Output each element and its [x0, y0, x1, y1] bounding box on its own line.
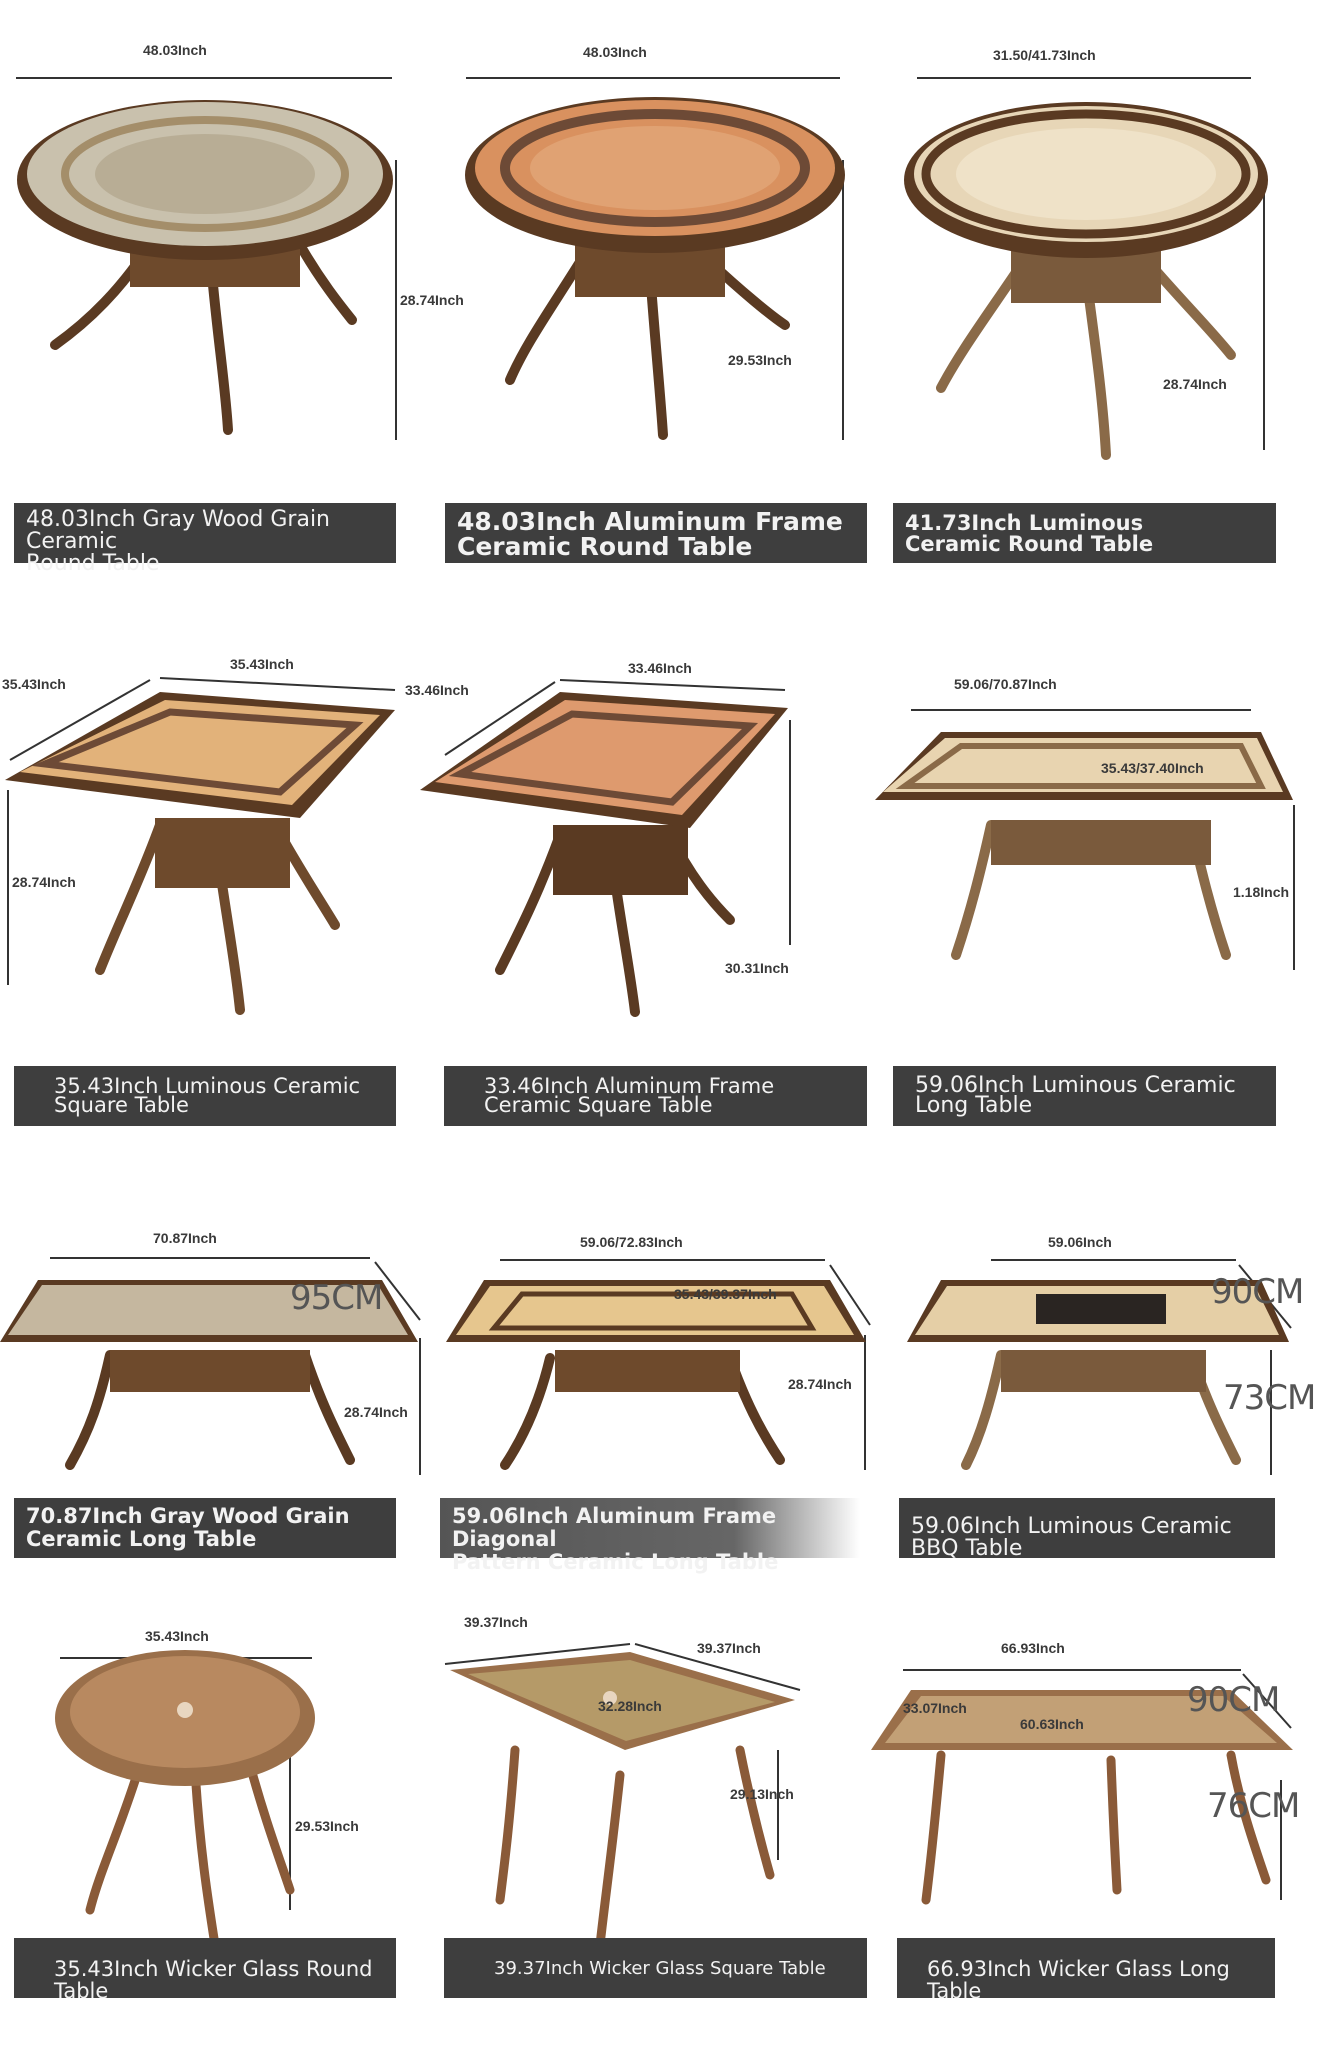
product-caption: 35.43Inch Wicker Glass Round Table [14, 1938, 396, 1998]
width-label: 48.03Inch [143, 42, 207, 58]
height-label: 29.53Inch [728, 352, 792, 368]
product-caption: 48.03Inch Gray Wood Grain Ceramic Round Table [14, 503, 396, 563]
height-label: 1.18Inch [1233, 884, 1290, 900]
width-label: 35.43Inch [145, 1628, 209, 1644]
product-caption: 59.06Inch Luminous Ceramic Long Table [893, 1066, 1276, 1126]
height-label: 73CM [1223, 1378, 1316, 1418]
width-label: 59.06/72.83Inch [580, 1234, 683, 1250]
product-card [0, 1210, 440, 1580]
product-caption: 66.93Inch Wicker Glass Long Table [897, 1938, 1275, 1998]
height-label: 30.31Inch [725, 960, 789, 976]
depth-label: 35.43Inch [2, 676, 66, 692]
width-label: 35.43Inch [230, 656, 294, 672]
height-label: 29.53Inch [295, 1818, 359, 1834]
inner-depth-label: 33.07Inch [903, 1700, 967, 1716]
width-label: 31.50/41.73Inch [993, 47, 1096, 63]
height-label: 28.74Inch [1163, 376, 1227, 392]
depth-label: 39.37Inch [697, 1640, 761, 1656]
width-label: 39.37Inch [464, 1614, 528, 1630]
product-caption: 70.87Inch Gray Wood Grain Ceramic Long Table [14, 1498, 396, 1558]
width-label: 66.93Inch [1001, 1640, 1065, 1656]
product-card [440, 1210, 881, 1580]
round-table-illustration [0, 0, 440, 570]
product-card [881, 1600, 1322, 2020]
square-table-illustration [440, 640, 881, 1140]
width-label: 59.06/70.87Inch [954, 676, 1057, 692]
square-table-illustration [0, 640, 440, 1140]
product-caption: 59.06Inch Luminous Ceramic BBQ Table [899, 1498, 1275, 1558]
product-card [881, 1210, 1322, 1580]
product-card [440, 1600, 881, 2020]
depth-label: 35.43/37.40Inch [1101, 760, 1204, 776]
width-label: 33.46Inch [628, 660, 692, 676]
product-caption: 59.06Inch Aluminum Frame Diagonal Pattern Ceramic Long Table [440, 1498, 860, 1558]
height-label: 28.74Inch [400, 292, 464, 308]
width-label: 59.06Inch [1048, 1234, 1112, 1250]
height-label: 76CM [1207, 1786, 1300, 1826]
height-label: 29.13Inch [730, 1786, 794, 1802]
round-table-illustration [440, 0, 881, 570]
product-caption: 33.46Inch Aluminum Frame Ceramic Square Table [444, 1066, 867, 1126]
product-caption: 39.37Inch Wicker Glass Square Table [444, 1938, 867, 1998]
inner-width-label: 60.63Inch [1020, 1716, 1084, 1732]
width-label: 48.03Inch [583, 44, 647, 60]
product-caption: 48.03Inch Aluminum Frame Ceramic Round Table [445, 503, 867, 563]
inner-size-label: 32.28Inch [598, 1698, 662, 1714]
product-card [0, 1600, 440, 2020]
product-card [440, 0, 881, 570]
product-card [0, 640, 440, 1140]
depth-label: 95CM [290, 1278, 383, 1318]
product-card [881, 640, 1322, 1140]
product-card [405, 640, 881, 1140]
height-label: 28.74Inch [12, 874, 76, 890]
depth-label: 35.43/39.37Inch [674, 1286, 777, 1302]
height-label: 28.74Inch [344, 1404, 408, 1420]
product-card [881, 0, 1322, 570]
product-caption: 35.43Inch Luminous Ceramic Square Table [14, 1066, 396, 1126]
width-label: 70.87Inch [153, 1230, 217, 1246]
product-caption: 41.73Inch Luminous Ceramic Round Table [893, 503, 1276, 563]
depth-label: 90CM [1187, 1680, 1280, 1720]
depth-label: 33.46Inch [405, 682, 469, 698]
round-table-illustration [881, 0, 1322, 570]
height-label: 28.74Inch [788, 1376, 852, 1392]
product-card [0, 0, 464, 576]
depth-label: 90CM [1211, 1272, 1304, 1312]
